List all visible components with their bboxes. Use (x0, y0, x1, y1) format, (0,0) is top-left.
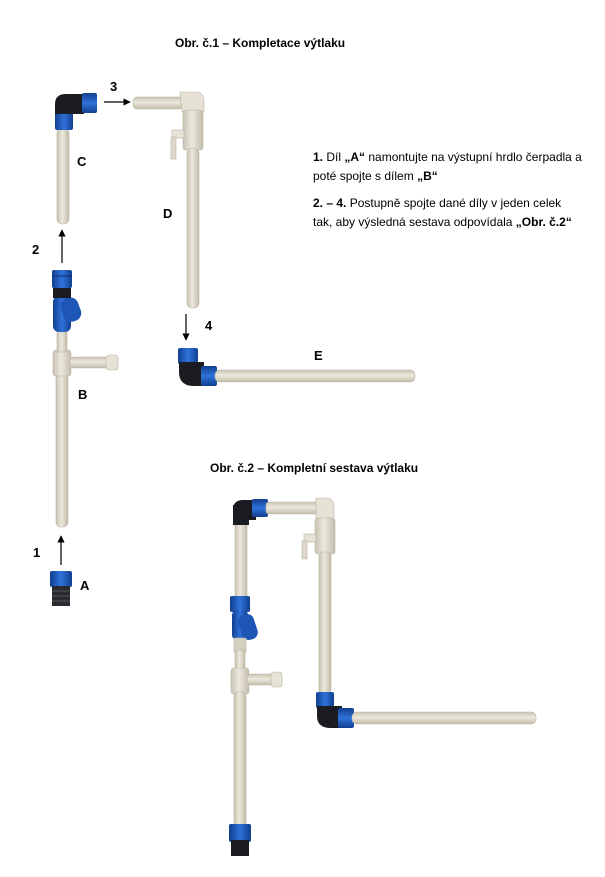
step-number-1: 1 (33, 545, 41, 560)
part-d-pipe-with-tee (133, 92, 204, 308)
step-1-part-b: „B“ (417, 169, 438, 183)
part-e-elbow-pipe (178, 348, 415, 386)
step-2-ref: „Obr. č.2“ (515, 215, 572, 229)
step-1-number: 1. (313, 150, 324, 164)
step-2-number: 2. – 4. (313, 196, 347, 210)
step-1-text-a: Díl (323, 150, 345, 164)
step-number-4: 4 (205, 318, 213, 333)
figure1-title: Obr. č.1 – Kompletace výtlaku (175, 36, 346, 50)
step-1-text-b: namontujte na výstupní hrdlo čerpadla a poté spojte s dílem (313, 150, 582, 183)
label-part-c: C (77, 154, 87, 169)
part-c-elbow-pipe (55, 93, 97, 224)
label-part-d: D (163, 206, 173, 221)
step-1-part-a: „A“ (344, 150, 366, 164)
figure2-title: Obr. č.2 – Kompletní sestava výtlaku (210, 461, 419, 475)
complete-assembly (229, 498, 536, 856)
part-a-adapter (50, 571, 72, 606)
step-number-2: 2 (32, 242, 40, 257)
label-part-e: E (314, 348, 323, 363)
label-part-b: B (78, 387, 88, 402)
label-part-a: A (80, 578, 90, 593)
step-2-text: Postupně spojte dané díly v jeden celek tak, aby výsledná sestava odpovídala (313, 196, 562, 229)
step-number-3: 3 (110, 79, 118, 94)
